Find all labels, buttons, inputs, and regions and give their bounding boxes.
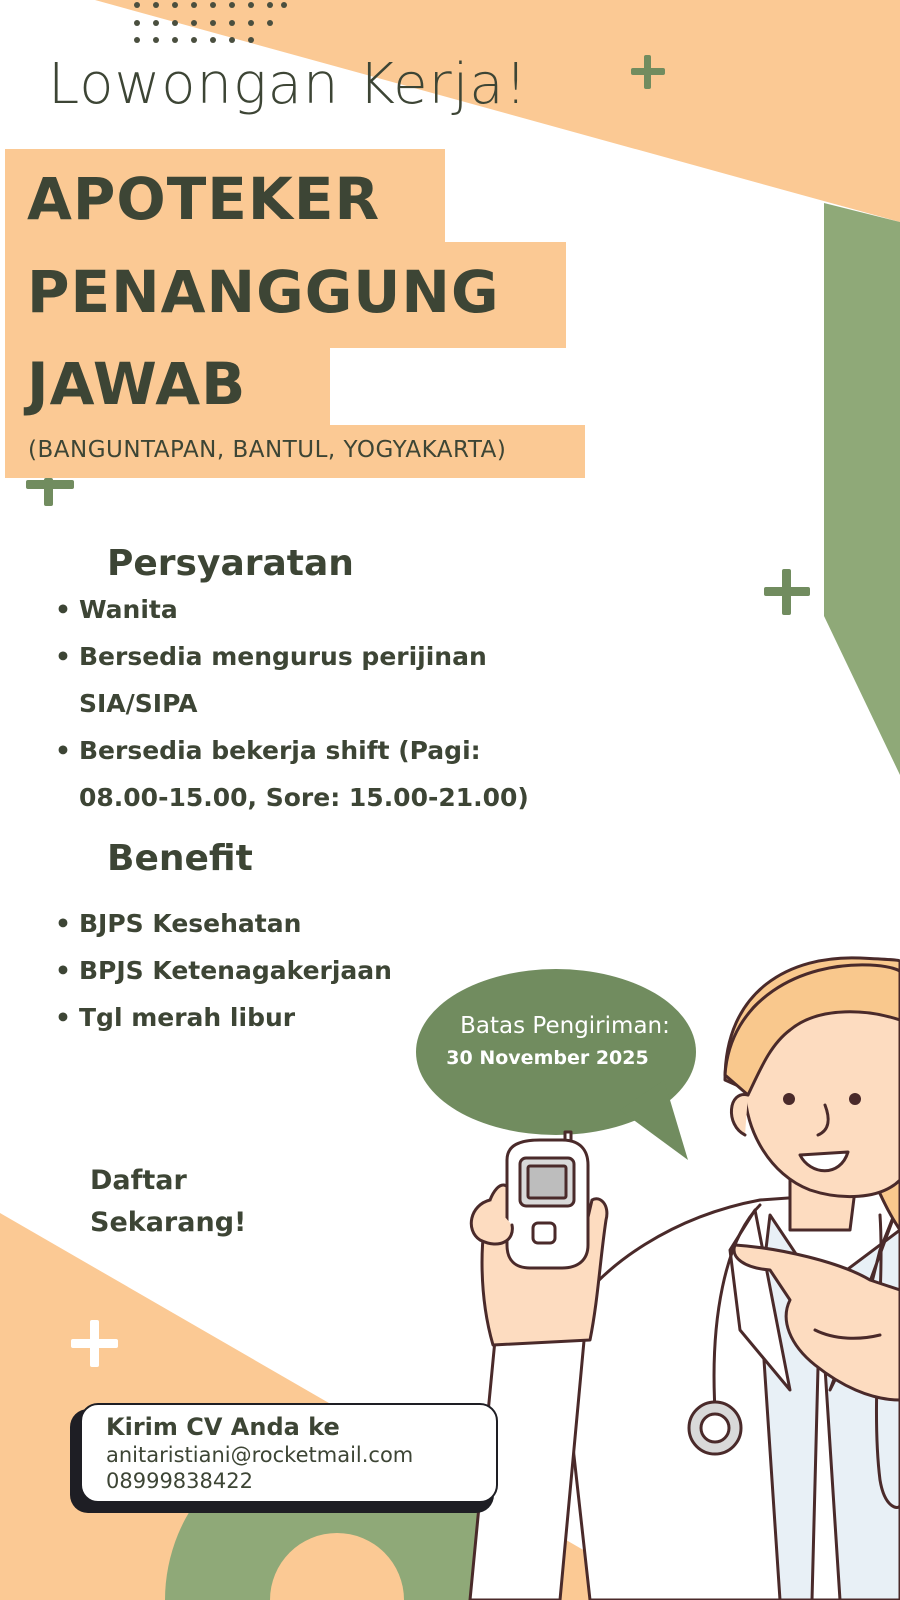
cta-line: Daftar: [90, 1165, 187, 1196]
green-right-shape: [824, 203, 900, 775]
requirements-title: Persyaratan: [107, 543, 354, 584]
list-item: • Wanita: [55, 586, 555, 633]
plus-icon: [764, 569, 810, 615]
register-now-text: [90, 1160, 246, 1244]
deadline-bubble: [430, 1013, 700, 1069]
deadline-date: 30 November 2025: [446, 1047, 649, 1069]
requirements-list: [55, 586, 555, 821]
contact-email[interactable]: anitaristiani@rocketmail.com: [106, 1443, 414, 1467]
contact-phone[interactable]: 08999838422: [106, 1469, 253, 1493]
page-title: Lowongan Kerja!: [48, 52, 528, 117]
contact-title: Kirim CV Anda ke: [106, 1413, 340, 1441]
position-title-line: JAWAB: [27, 350, 247, 418]
job-location: (BANGUNTAPAN, BANTUL, YOGYAKARTA): [28, 437, 507, 463]
list-item: • Bersedia bekerja shift (Pagi: 08.00-15.00, Sore: 15.00-21.00): [55, 727, 555, 821]
list-item: • BJPS Kesehatan: [55, 900, 495, 947]
benefits-title: Benefit: [107, 838, 253, 879]
cta-line: Sekarang!: [90, 1207, 247, 1238]
glucometer-icon: [507, 1132, 588, 1268]
benefits-list: [55, 900, 495, 1041]
position-title-line: APOTEKER: [27, 165, 381, 233]
plus-icon: [26, 478, 74, 506]
list-item: • Bersedia mengurus perijinan SIA/SIPA: [55, 633, 555, 727]
list-item: • Tgl merah libur: [55, 994, 495, 1041]
list-item: • BPJS Ketenagakerjaan: [55, 947, 495, 994]
deadline-label: Batas Pengiriman:: [460, 1013, 670, 1039]
contact-card: [80, 1403, 498, 1503]
position-title-line: PENANGGUNG: [27, 258, 500, 326]
